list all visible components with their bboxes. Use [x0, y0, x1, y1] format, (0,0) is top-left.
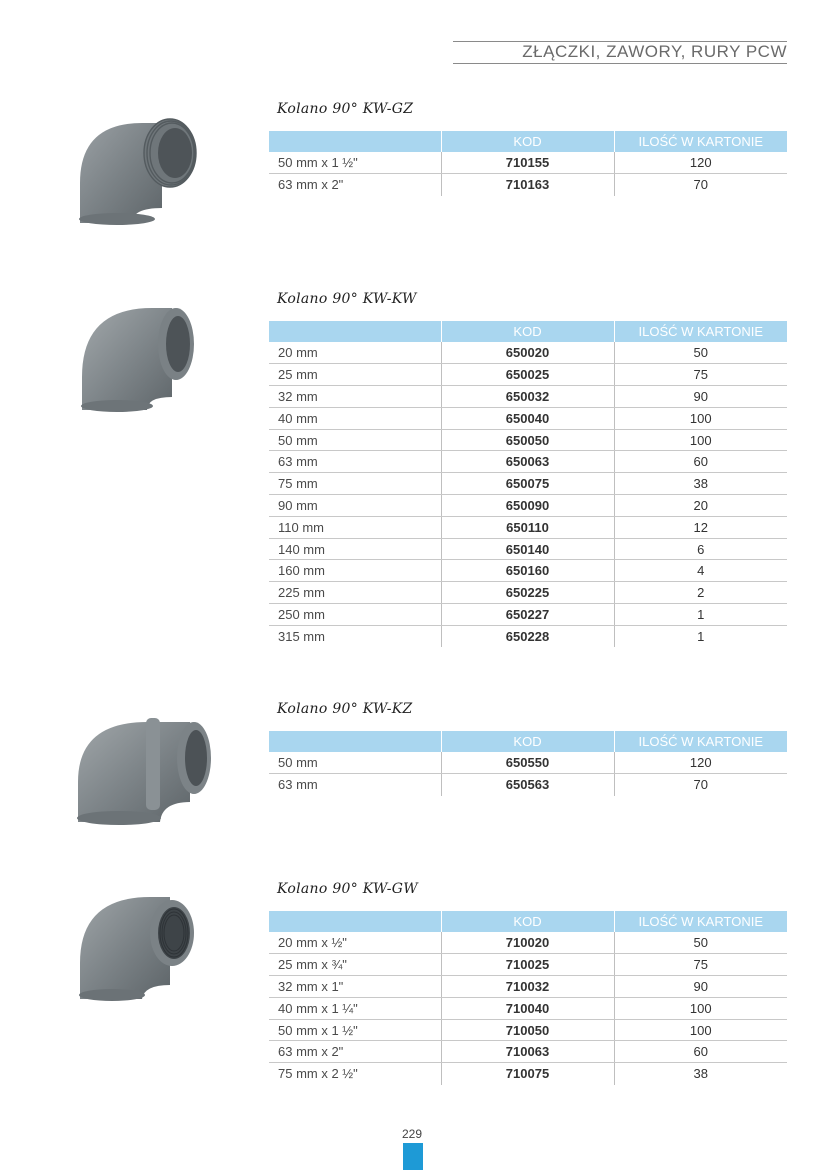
kod-cell: 650225: [441, 582, 614, 604]
table-row: [269, 1019, 787, 1041]
product-title-kw-gz: Kolano 90° KW-GZ: [277, 101, 414, 117]
kod-cell: 710050: [441, 1019, 614, 1041]
ilosc-cell: 2: [614, 582, 787, 604]
table-row: [269, 174, 787, 196]
ilosc-cell: 60: [614, 1041, 787, 1063]
table-header-kod: KOD: [441, 131, 614, 152]
kod-cell: 710155: [441, 152, 614, 174]
elbow-socket-spigot-icon: [72, 712, 212, 827]
elbow-socket-icon: [72, 302, 202, 414]
kod-cell: 650040: [441, 407, 614, 429]
ilosc-cell: 38: [693, 1066, 708, 1082]
spec-table-kw-gw: [269, 911, 787, 1085]
spec-table-kw-gz: [269, 131, 787, 196]
table-row: [269, 429, 787, 451]
kod-cell: 650227: [441, 604, 614, 626]
product-title-kw-gw: Kolano 90° KW-GW: [277, 881, 418, 897]
header-rule-bottom: [453, 63, 787, 64]
size-cell: 160 mm: [269, 560, 441, 582]
page-number: 229: [402, 1127, 423, 1141]
ilosc-cell: 12: [614, 516, 787, 538]
size-cell: 40 mm x 1 ¼": [269, 997, 441, 1019]
table-header-blank: [269, 321, 441, 342]
size-cell: 90 mm: [269, 495, 441, 517]
size-cell: 25 mm: [269, 364, 441, 386]
size-cell: 63 mm: [269, 451, 441, 473]
size-cell: 32 mm: [269, 386, 441, 408]
kod-cell: 650160: [441, 560, 614, 582]
table-row: [269, 342, 787, 364]
table-row: [269, 625, 787, 647]
kod-cell: 710163: [441, 174, 614, 196]
ilosc-cell: 50: [614, 342, 787, 364]
kod-cell: 650550: [441, 752, 614, 774]
page-header-title: ZŁĄCZKI, ZAWORY, RURY PCW: [522, 42, 787, 61]
kod-cell: 650020: [441, 342, 614, 364]
elbow-female-thread-icon: [72, 893, 202, 1005]
kod-cell: 650140: [441, 538, 614, 560]
size-cell: 75 mm x 2 ½": [269, 1063, 441, 1085]
table-row: [269, 774, 787, 796]
product-title-kw-kz: Kolano 90° KW-KZ: [277, 701, 413, 717]
table-header-ilosc: ILOŚĆ W KARTONIE: [614, 731, 787, 752]
kod-cell: 710032: [441, 976, 614, 998]
size-cell: 50 mm x 1 ½": [269, 152, 441, 174]
ilosc-cell: 4: [614, 560, 787, 582]
size-cell: 315 mm: [269, 625, 441, 647]
table-row: [269, 1041, 787, 1063]
ilosc-cell: 6: [614, 538, 787, 560]
kod-cell: 650110: [441, 516, 614, 538]
size-cell: 50 mm x 1 ½": [269, 1019, 441, 1041]
table-row: [269, 516, 787, 538]
table-row: [269, 364, 787, 386]
size-cell: 110 mm: [269, 516, 441, 538]
ilosc-cell: 90: [614, 976, 787, 998]
ilosc-cell: 1: [697, 629, 705, 644]
ilosc-cell: 90: [614, 386, 787, 408]
table-row: [269, 407, 787, 429]
table-row: [269, 152, 787, 174]
table-row: [269, 997, 787, 1019]
size-cell: 50 mm: [269, 429, 441, 451]
size-cell: 225 mm: [269, 582, 441, 604]
table-header-blank: [269, 131, 441, 152]
table-header-ilosc: ILOŚĆ W KARTONIE: [614, 321, 787, 342]
kod-cell: 710075: [441, 1063, 614, 1085]
size-cell: 32 mm x 1": [269, 976, 441, 998]
page-tab-accent: [403, 1143, 423, 1170]
kod-cell: 650032: [441, 386, 614, 408]
size-cell: 63 mm x 2": [269, 1041, 441, 1063]
table-row: [269, 976, 787, 998]
size-cell: 40 mm: [269, 407, 441, 429]
ilosc-cell: 75: [614, 364, 787, 386]
table-header-kod: KOD: [441, 731, 614, 752]
ilosc-cell: 50: [614, 932, 787, 954]
size-cell: 25 mm x ¾": [269, 954, 441, 976]
table-row: [269, 473, 787, 495]
size-cell: 250 mm: [269, 604, 441, 626]
ilosc-cell: 120: [614, 152, 787, 174]
table-row: [269, 954, 787, 976]
ilosc-cell: 100: [614, 407, 787, 429]
size-cell: 63 mm: [269, 774, 441, 796]
ilosc-cell: 70: [693, 777, 708, 793]
spec-table-kw-kz: [269, 731, 787, 796]
ilosc-cell: 38: [614, 473, 787, 495]
size-cell: 63 mm x 2": [269, 174, 441, 196]
kod-cell: 710020: [441, 932, 614, 954]
table-header-ilosc: ILOŚĆ W KARTONIE: [614, 131, 787, 152]
kod-cell: 650090: [441, 495, 614, 517]
table-row: [269, 1063, 787, 1085]
table-row: [269, 752, 787, 774]
kod-cell: 650025: [441, 364, 614, 386]
elbow-male-thread-icon: [72, 113, 202, 225]
ilosc-cell: 100: [614, 997, 787, 1019]
table-header-kod: KOD: [441, 321, 614, 342]
table-row: [269, 560, 787, 582]
size-cell: 20 mm: [269, 342, 441, 364]
size-cell: 20 mm x ½": [269, 932, 441, 954]
kod-cell: 650063: [441, 451, 614, 473]
kod-cell: 710040: [441, 997, 614, 1019]
spec-table-kw-kw: [269, 321, 787, 647]
size-cell: 50 mm: [269, 752, 441, 774]
kod-cell: 650228: [441, 625, 614, 647]
ilosc-cell: 120: [614, 752, 787, 774]
size-cell: 75 mm: [269, 473, 441, 495]
table-row: [269, 538, 787, 560]
ilosc-cell: 70: [693, 177, 708, 193]
kod-cell: 650050: [441, 429, 614, 451]
kod-cell: 710025: [441, 954, 614, 976]
table-row: [269, 582, 787, 604]
table-header-blank: [269, 731, 441, 752]
kod-cell: 650563: [441, 774, 614, 796]
product-title-kw-kw: Kolano 90° KW-KW: [277, 291, 417, 307]
table-row: [269, 451, 787, 473]
size-cell: 140 mm: [269, 538, 441, 560]
ilosc-cell: 100: [614, 1019, 787, 1041]
table-row: [269, 604, 787, 626]
table-row: [269, 495, 787, 517]
table-header-kod: KOD: [441, 911, 614, 932]
ilosc-cell: 20: [614, 495, 787, 517]
ilosc-cell: 75: [614, 954, 787, 976]
ilosc-cell: 1: [614, 604, 787, 626]
kod-cell: 650075: [441, 473, 614, 495]
table-header-ilosc: ILOŚĆ W KARTONIE: [614, 911, 787, 932]
kod-cell: 710063: [441, 1041, 614, 1063]
table-header-blank: [269, 911, 441, 932]
table-row: [269, 932, 787, 954]
table-row: [269, 386, 787, 408]
ilosc-cell: 60: [614, 451, 787, 473]
ilosc-cell: 100: [614, 429, 787, 451]
